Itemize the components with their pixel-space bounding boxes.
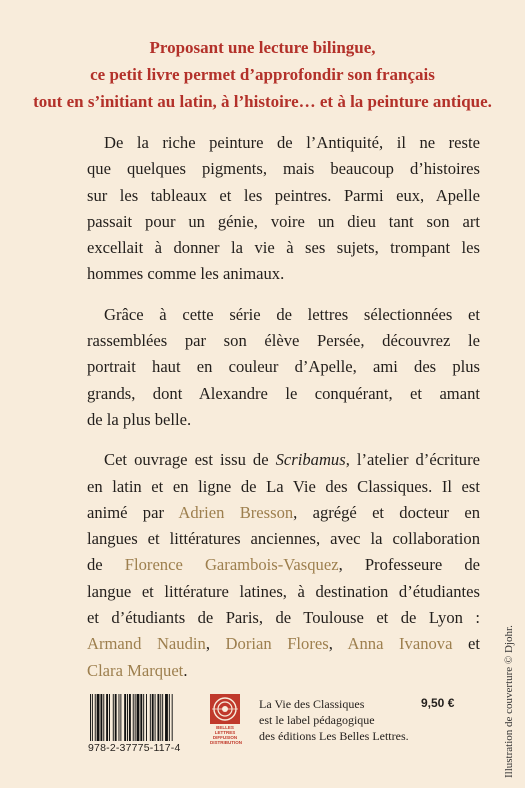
back-cover-text [87,130,480,698]
barcode-bar [140,694,142,741]
barcode-bar [95,694,96,741]
text-line: en latin et en ligne de La Vie des Classiques. Il est [87,476,480,496]
barcode-bar [157,694,159,741]
student-name: Armand Naudin [87,634,206,654]
logo-text-line: BELLES LETTRES [214,725,236,735]
cover-illustration-credit: Illustration de couverture © Djohr. [503,625,515,778]
text-line: portrait haut en couleur d’Apelle, ami des plus [87,357,480,377]
text-line: excellait à donner la vie à ses sujets, trompant les [87,238,480,258]
text-line: De la riche peinture de l’Antiquité, il ne reste [104,133,480,152]
text-line: passait pour un génie, voire un dieu tant son art [87,211,480,231]
barcode-bar [106,694,108,741]
publisher-label-text [259,696,409,744]
paragraph-authors [87,447,480,684]
barcode-bar [143,694,144,741]
text-line: hommes comme les animaux. [87,264,285,284]
barcode-bar [135,694,136,741]
text-line: et d’étudiants de Paris, de Toulouse et de Lyon : [87,608,480,628]
student-name: Clara Marquet [87,660,184,680]
barcode-bar [165,694,168,741]
text-line: Cet ouvrage est issu de Scribamus, l’atelier d’écriture [104,450,480,470]
barcode-bar [160,694,161,741]
text-line: Clara Marquet. [87,660,188,680]
text-line: grands, dont Alexandre le conquérant, et amant [87,383,480,403]
barcode-bar [129,694,131,741]
barcode-bar [146,694,147,741]
label-line: La Vie des Classiques [259,697,365,711]
text-line: Armand Naudin, Dorian Flores, Anna Ivanova et [87,634,481,654]
text-line: Grâce à cette série de lettres sélectionnées et [104,304,480,324]
paragraph-antiquity [87,130,480,288]
text-line: animé par Adrien Bresson, agrégé et docteur en [87,502,480,522]
publisher-logo [210,694,240,752]
barcode-bar [133,694,134,741]
text-line: sur les tableaux et les peintres. Parmi eux, Apelle [87,185,480,205]
author-name: Florence Garambois-Vasquez [124,555,339,575]
barcode-bar [150,694,151,741]
author-name: Adrien Bresson [178,502,294,522]
student-name: Dorian Flores [225,634,329,654]
barcode-bar [103,694,104,741]
barcode-bar [119,694,120,741]
text-line: de la plus belle. [87,409,192,429]
isbn-number: 978-2-37775-117-4 [88,742,181,754]
barcode-bar [124,694,126,741]
barcode-bar [162,694,163,741]
price: 9,50 € [421,696,455,710]
text-line: rassemblées par son élève Persée, découvrez le [87,331,480,351]
paragraph-letters [87,302,480,433]
barcode-bar [172,694,173,741]
logo-caption [210,725,240,745]
label-line: des éditions Les Belles Lettres. [259,729,409,743]
text-line: langue et littérature latines, à destination d’étudiantes [87,581,480,601]
label-line: est le label pédagogique [259,713,375,727]
barcode-bar [169,694,170,741]
barcode-bar [155,694,156,741]
barcode-bar [127,694,128,741]
text-line: langues et littératures anciennes, avec la collaboration [87,529,480,549]
barcode-bar [113,694,114,741]
headline-line: ce petit livre permet d’approfondir son français [90,65,435,84]
headline [0,34,525,115]
barcode-bar [137,694,140,741]
barcode-bar [97,694,100,741]
text-line: que quelques pigments, mais beaucoup d’histoires [87,159,480,179]
barcode [88,694,203,741]
text-line: de Florence Garambois-Vasquez, Professeure de [87,555,481,575]
barcode-bar [152,694,154,741]
barcode-bar [100,694,102,741]
barcode-bar [90,694,91,741]
barcode-bar [109,694,110,741]
headline-line: tout en s’initiant au latin, à l’histoire… et à la peinture antique. [33,92,492,111]
barcode-bar [92,694,93,741]
scribamus-title: Scribamus [275,450,346,470]
headline-line: Proposant une lecture bilingue, [149,38,376,57]
barcode-bar [115,694,117,741]
logo-text-line: DIFFUSION [212,735,238,740]
student-name: Anna Ivanova [347,634,453,654]
barcode-bar [120,694,121,741]
logo-emblem-icon [210,694,240,724]
logo-text-line: DISTRIBUTION [210,740,242,745]
